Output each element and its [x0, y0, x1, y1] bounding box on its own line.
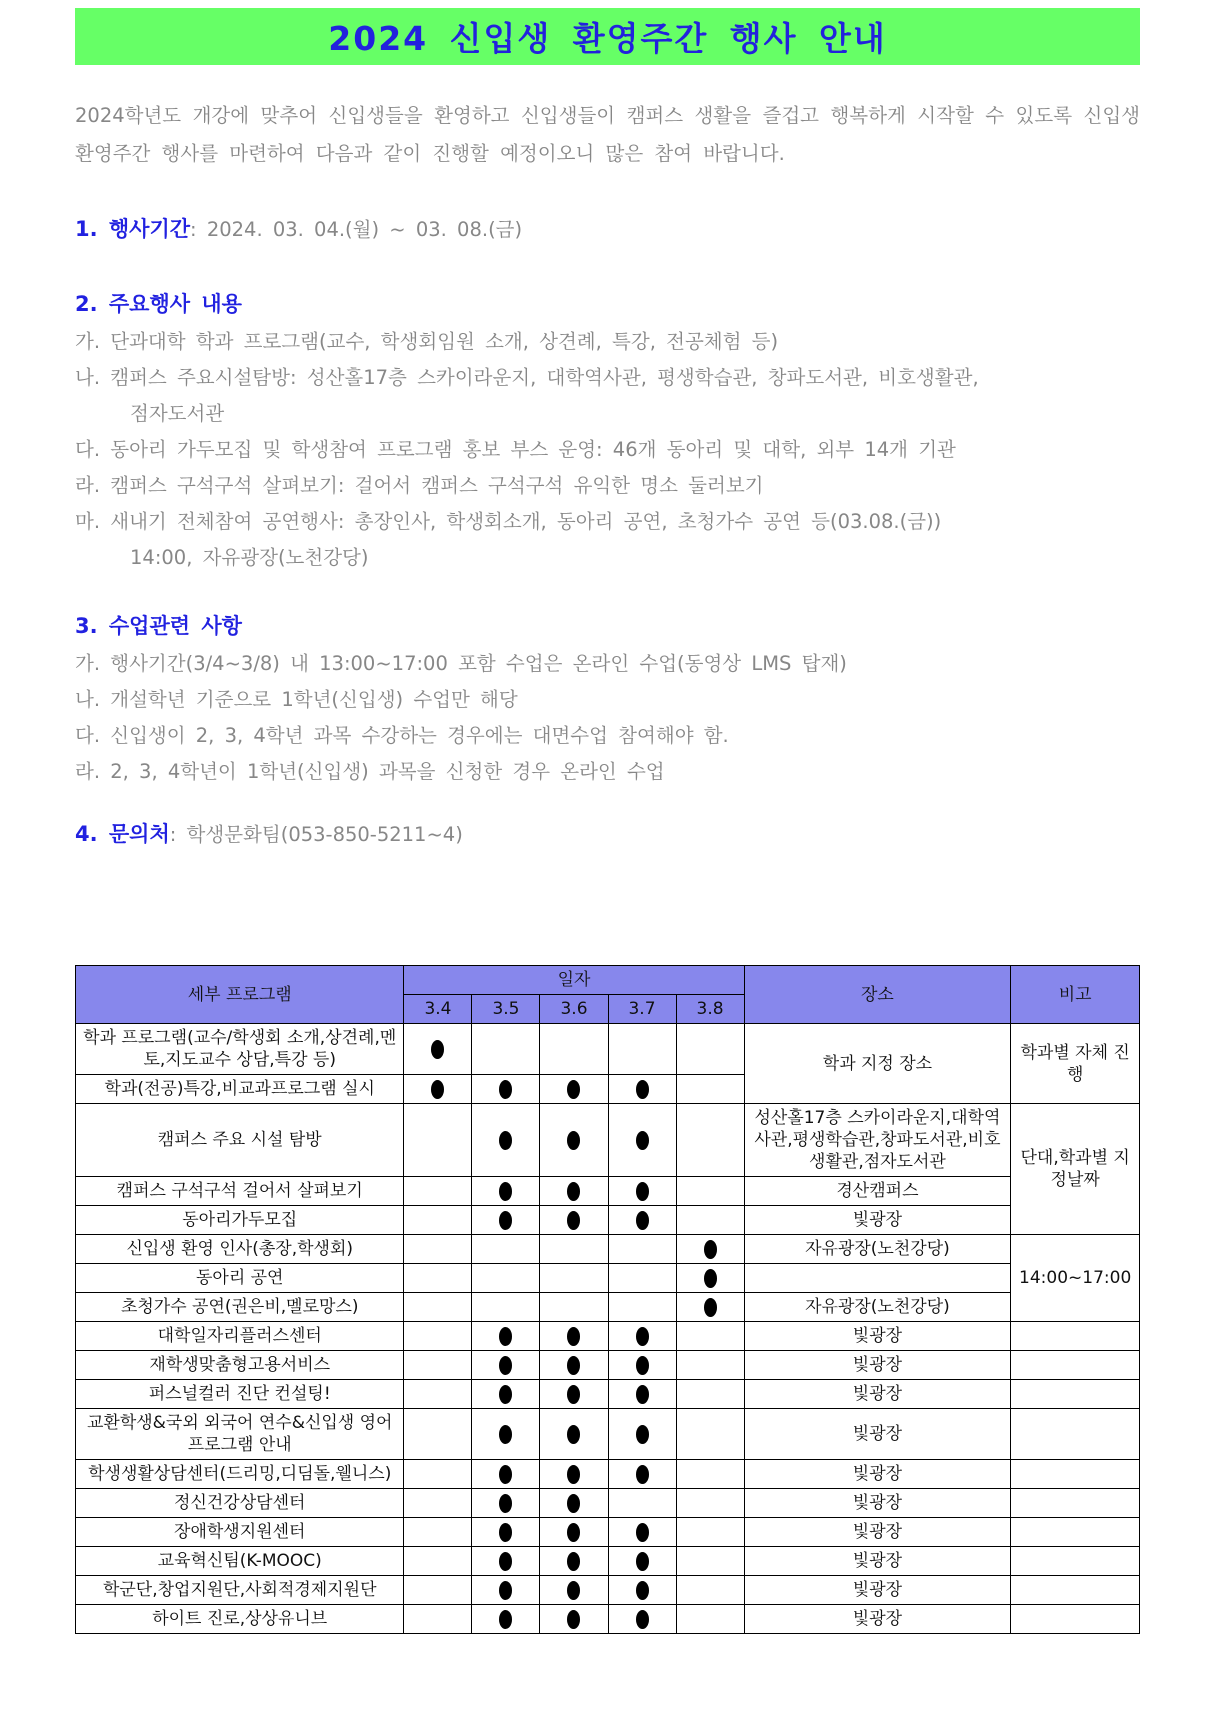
date-cell — [540, 1460, 608, 1489]
date-cell — [608, 1605, 676, 1634]
date-cell — [608, 1380, 676, 1409]
date-cell — [404, 1075, 472, 1104]
date-cell — [540, 1264, 608, 1293]
date-cell — [404, 1351, 472, 1380]
dot-mark — [567, 1523, 580, 1542]
date-cell — [540, 1351, 608, 1380]
place-cell: 빛광장 — [744, 1380, 1011, 1409]
note-cell — [1011, 1460, 1140, 1489]
section-item-continuation: 14:00, 자유광장(노천강당) — [130, 546, 369, 569]
place-cell: 성산홀17층 스카이라운지,대학역사관,평생학습관,창파도서관,비호생활관,점자도서관 — [744, 1104, 1011, 1177]
date-cell — [540, 1547, 608, 1576]
program-cell: 정신건강상담센터 — [76, 1489, 404, 1518]
date-cell — [676, 1460, 744, 1489]
section-item: 다. 동아리 가두모집 및 학생참여 프로그램 홍보 부스 운영: 46개 동아리 및 대학, 외부 14개 기관 — [75, 438, 956, 461]
section-heading-label: 2. 주요행사 내용 — [75, 292, 242, 316]
date-cell — [404, 1206, 472, 1235]
program-cell: 학과(전공)특강,비교과프로그램 실시 — [76, 1075, 404, 1104]
section-heading-value: : 학생문화팀(053-850-5211~4) — [169, 823, 463, 846]
date-cell — [472, 1460, 540, 1489]
schedule-table — [75, 965, 1140, 1634]
date-cell — [472, 1605, 540, 1634]
date-cell — [676, 1605, 744, 1634]
place-cell: 경산캠퍼스 — [744, 1177, 1011, 1206]
date-cell — [676, 1104, 744, 1177]
note-cell — [1011, 1518, 1140, 1547]
date-cell — [608, 1293, 676, 1322]
schedule-table-body — [76, 1024, 1140, 1634]
dot-mark — [499, 1465, 512, 1484]
date-cell — [608, 1547, 676, 1576]
table-row — [76, 1264, 1140, 1293]
page-title: 2024 신입생 환영주간 행사 안내 — [328, 19, 887, 58]
table-header-date: 3.7 — [608, 995, 676, 1024]
date-cell — [472, 1264, 540, 1293]
date-cell — [404, 1322, 472, 1351]
date-cell — [676, 1489, 744, 1518]
date-cell — [676, 1177, 744, 1206]
note-cell — [1011, 1605, 1140, 1634]
table-header-date: 3.6 — [540, 995, 608, 1024]
dot-mark — [499, 1211, 512, 1230]
date-cell — [540, 1409, 608, 1460]
date-cell — [540, 1518, 608, 1547]
date-cell — [404, 1264, 472, 1293]
table-row — [76, 1605, 1140, 1634]
table-header-date: 3.4 — [404, 995, 472, 1024]
table-row — [76, 1104, 1140, 1177]
table-row — [76, 1409, 1140, 1460]
section-item: 라. 2, 3, 4학년이 1학년(신입생) 과목을 신청한 경우 온라인 수업 — [75, 760, 665, 783]
date-cell — [404, 1489, 472, 1518]
note-cell — [1011, 1547, 1140, 1576]
date-cell — [608, 1264, 676, 1293]
dot-mark — [567, 1425, 580, 1444]
date-cell — [676, 1235, 744, 1264]
place-cell: 빛광장 — [744, 1547, 1011, 1576]
place-cell — [744, 1264, 1011, 1293]
title-banner — [75, 8, 1140, 65]
date-cell — [608, 1206, 676, 1235]
section-heading-label: 1. 행사기간 — [75, 217, 191, 241]
date-cell — [540, 1322, 608, 1351]
dot-mark — [567, 1182, 580, 1201]
date-cell — [608, 1576, 676, 1605]
date-cell — [540, 1293, 608, 1322]
dot-mark — [499, 1523, 512, 1542]
place-cell: 자유광장(노천강당) — [744, 1293, 1011, 1322]
dot-mark — [499, 1494, 512, 1513]
program-cell: 캠퍼스 주요 시설 탐방 — [76, 1104, 404, 1177]
date-cell — [540, 1380, 608, 1409]
dot-mark — [636, 1523, 649, 1542]
schedule-table-header — [76, 966, 1140, 1024]
note-cell — [1011, 1322, 1140, 1351]
place-cell: 빛광장 — [744, 1576, 1011, 1605]
date-cell — [472, 1206, 540, 1235]
date-cell — [472, 1075, 540, 1104]
date-cell — [608, 1177, 676, 1206]
date-cell — [540, 1235, 608, 1264]
date-cell — [404, 1547, 472, 1576]
dot-mark — [567, 1211, 580, 1230]
date-cell — [404, 1576, 472, 1605]
table-row — [76, 1024, 1140, 1075]
section-item: 다. 신입생이 2, 3, 4학년 과목 수강하는 경우에는 대면수업 참여해야 함. — [75, 724, 729, 747]
section-items — [75, 324, 1140, 576]
dot-mark — [567, 1385, 580, 1404]
date-cell — [540, 1576, 608, 1605]
section-items — [75, 646, 1140, 790]
date-cell — [540, 1024, 608, 1075]
dot-mark — [499, 1356, 512, 1375]
program-cell: 학생생활상담센터(드리밍,디딤돌,웰니스) — [76, 1460, 404, 1489]
section-heading — [75, 612, 1140, 640]
date-cell — [540, 1206, 608, 1235]
place-cell: 빛광장 — [744, 1605, 1011, 1634]
section-heading-label: 4. 문의처 — [75, 822, 170, 846]
program-cell: 재학생맞춤형고용서비스 — [76, 1351, 404, 1380]
section-item: 나. 캠퍼스 주요시설탐방: 성산홀17층 스카이라운지, 대학역사관, 평생학습관, 창파도서관, 비호생활관, — [75, 366, 979, 389]
dot-mark — [567, 1327, 580, 1346]
intro-paragraph: 2024학년도 개강에 맞추어 신입생들을 환영하고 신입생들이 캠퍼스 생활을 즐겁고 행복하게 시작할 수 있도록 신입생 환영주간 행사를 마련하여 다음과 같이 진행할 예정이오니 많은 참여 바랍니다. — [75, 104, 1140, 165]
date-cell — [676, 1075, 744, 1104]
date-cell — [676, 1024, 744, 1075]
date-cell — [608, 1351, 676, 1380]
dot-mark — [636, 1327, 649, 1346]
dot-mark — [636, 1356, 649, 1375]
place-cell: 빛광장 — [744, 1460, 1011, 1489]
section-item: 마. 새내기 전체참여 공연행사: 총장인사, 학생회소개, 동아리 공연, 초청가수 공연 등(03.08.(금)) — [75, 510, 942, 533]
table-row — [76, 1547, 1140, 1576]
program-cell: 교환학생&국외 외국어 연수&신입생 영어 프로그램 안내 — [76, 1409, 404, 1460]
dot-mark — [636, 1182, 649, 1201]
dot-mark — [499, 1610, 512, 1629]
date-cell — [608, 1409, 676, 1460]
date-cell — [404, 1235, 472, 1264]
dot-mark — [567, 1080, 580, 1099]
place-cell: 빛광장 — [744, 1518, 1011, 1547]
date-cell — [472, 1518, 540, 1547]
dot-mark — [499, 1581, 512, 1600]
section-item-continuation: 점자도서관 — [130, 402, 225, 425]
place-cell: 자유광장(노천강당) — [744, 1235, 1011, 1264]
dot-mark — [567, 1131, 580, 1150]
table-header-row-1 — [76, 966, 1140, 995]
place-cell: 빛광장 — [744, 1489, 1011, 1518]
date-cell — [608, 1322, 676, 1351]
place-cell: 빛광장 — [744, 1351, 1011, 1380]
program-cell: 초청가수 공연(권은비,멜로망스) — [76, 1293, 404, 1322]
program-cell: 동아리 공연 — [76, 1264, 404, 1293]
date-cell — [608, 1235, 676, 1264]
dot-mark — [567, 1610, 580, 1629]
dot-mark — [704, 1269, 717, 1288]
date-cell — [676, 1293, 744, 1322]
table-row — [76, 1576, 1140, 1605]
dot-mark — [499, 1182, 512, 1201]
date-cell — [404, 1177, 472, 1206]
date-cell — [472, 1351, 540, 1380]
section-3 — [75, 612, 1140, 790]
note-cell: 14:00~17:00 — [1011, 1235, 1140, 1322]
program-cell: 하이트 진로,상상유니브 — [76, 1605, 404, 1634]
table-header-date: 3.8 — [676, 995, 744, 1024]
date-cell — [472, 1024, 540, 1075]
dot-mark — [499, 1385, 512, 1404]
date-cell — [540, 1489, 608, 1518]
table-header-date: 3.5 — [472, 995, 540, 1024]
table-header-program: 세부 프로그램 — [76, 966, 404, 1024]
table-row — [76, 1489, 1140, 1518]
program-cell: 장애학생지원센터 — [76, 1518, 404, 1547]
date-cell — [472, 1576, 540, 1605]
dot-mark — [636, 1385, 649, 1404]
note-cell — [1011, 1409, 1140, 1460]
place-cell: 빛광장 — [744, 1206, 1011, 1235]
date-cell — [540, 1177, 608, 1206]
date-cell — [472, 1177, 540, 1206]
date-cell — [472, 1547, 540, 1576]
dot-mark — [499, 1131, 512, 1150]
dot-mark — [704, 1298, 717, 1317]
date-cell — [404, 1460, 472, 1489]
section-item: 가. 단과대학 학과 프로그램(교수, 학생회임원 소개, 상견례, 특강, 전공체험 등) — [75, 330, 779, 353]
dot-mark — [567, 1356, 580, 1375]
dot-mark — [636, 1465, 649, 1484]
section-heading — [75, 290, 1140, 318]
dot-mark — [636, 1425, 649, 1444]
date-cell — [608, 1104, 676, 1177]
program-cell: 신입생 환영 인사(총장,학생회) — [76, 1235, 404, 1264]
date-cell — [608, 1024, 676, 1075]
place-cell: 학과 지정 장소 — [744, 1024, 1011, 1104]
section-heading — [75, 820, 1140, 849]
table-row — [76, 1518, 1140, 1547]
sections-container — [75, 215, 1140, 849]
section-4 — [75, 820, 1140, 849]
place-cell: 빛광장 — [744, 1409, 1011, 1460]
date-cell — [404, 1518, 472, 1547]
table-row — [76, 1177, 1140, 1206]
section-heading-value: : 2024. 03. 04.(월) ~ 03. 08.(금) — [190, 218, 523, 241]
table-row — [76, 1293, 1140, 1322]
place-cell: 빛광장 — [744, 1322, 1011, 1351]
dot-mark — [636, 1211, 649, 1230]
date-cell — [472, 1380, 540, 1409]
date-cell — [676, 1518, 744, 1547]
date-cell — [608, 1489, 676, 1518]
dot-mark — [636, 1552, 649, 1571]
section-item: 나. 개설학년 기준으로 1학년(신입생) 수업만 해당 — [75, 688, 518, 711]
date-cell — [676, 1206, 744, 1235]
section-item: 라. 캠퍼스 구석구석 살펴보기: 걸어서 캠퍼스 구석구석 유익한 명소 둘러보기 — [75, 474, 764, 497]
date-cell — [540, 1075, 608, 1104]
date-cell — [676, 1409, 744, 1460]
date-cell — [404, 1380, 472, 1409]
dot-mark — [499, 1552, 512, 1571]
dot-mark — [431, 1080, 444, 1099]
table-header-date-group: 일자 — [404, 966, 744, 995]
dot-mark — [431, 1040, 444, 1059]
dot-mark — [567, 1552, 580, 1571]
note-cell — [1011, 1351, 1140, 1380]
section-2 — [75, 290, 1140, 576]
date-cell — [404, 1024, 472, 1075]
note-cell: 단대,학과별 지정날짜 — [1011, 1104, 1140, 1235]
date-cell — [472, 1409, 540, 1460]
date-cell — [676, 1380, 744, 1409]
table-header-place: 장소 — [744, 966, 1011, 1024]
note-cell: 학과별 자체 진행 — [1011, 1024, 1140, 1104]
dot-mark — [499, 1327, 512, 1346]
dot-mark — [567, 1581, 580, 1600]
date-cell — [404, 1605, 472, 1634]
program-cell: 캠퍼스 구석구석 걸어서 살펴보기 — [76, 1177, 404, 1206]
table-row — [76, 1322, 1140, 1351]
note-cell — [1011, 1576, 1140, 1605]
date-cell — [540, 1605, 608, 1634]
date-cell — [608, 1460, 676, 1489]
date-cell — [608, 1075, 676, 1104]
dot-mark — [704, 1240, 717, 1259]
date-cell — [472, 1235, 540, 1264]
table-row — [76, 1380, 1140, 1409]
note-cell — [1011, 1489, 1140, 1518]
date-cell — [472, 1489, 540, 1518]
dot-mark — [499, 1080, 512, 1099]
program-cell: 학군단,창업지원단,사회적경제지원단 — [76, 1576, 404, 1605]
dot-mark — [567, 1465, 580, 1484]
program-cell: 학과 프로그램(교수/학생회 소개,상견례,멘토,지도교수 상담,특강 등) — [76, 1024, 404, 1075]
section-heading — [75, 215, 1140, 244]
date-cell — [540, 1104, 608, 1177]
date-cell — [472, 1104, 540, 1177]
section-heading-label: 3. 수업관련 사항 — [75, 614, 242, 638]
table-row — [76, 1460, 1140, 1489]
program-cell: 퍼스널컬러 진단 컨설팅! — [76, 1380, 404, 1409]
date-cell — [608, 1518, 676, 1547]
dot-mark — [499, 1425, 512, 1444]
date-cell — [676, 1547, 744, 1576]
table-header-note: 비고 — [1011, 966, 1140, 1024]
table-row — [76, 1235, 1140, 1264]
date-cell — [472, 1293, 540, 1322]
date-cell — [404, 1409, 472, 1460]
dot-mark — [636, 1080, 649, 1099]
program-cell: 교육혁신팀(K-MOOC) — [76, 1547, 404, 1576]
note-cell — [1011, 1380, 1140, 1409]
date-cell — [404, 1293, 472, 1322]
date-cell — [472, 1322, 540, 1351]
section-1 — [75, 215, 1140, 244]
date-cell — [676, 1351, 744, 1380]
date-cell — [676, 1264, 744, 1293]
program-cell: 동아리가두모집 — [76, 1206, 404, 1235]
section-item: 가. 행사기간(3/4~3/8) 내 13:00~17:00 포함 수업은 온라인 수업(동영상 LMS 탑재) — [75, 652, 847, 675]
date-cell — [404, 1104, 472, 1177]
dot-mark — [636, 1131, 649, 1150]
dot-mark — [636, 1610, 649, 1629]
program-cell: 대학일자리플러스센터 — [76, 1322, 404, 1351]
table-row — [76, 1206, 1140, 1235]
table-row — [76, 1351, 1140, 1380]
dot-mark — [636, 1581, 649, 1600]
date-cell — [676, 1322, 744, 1351]
date-cell — [676, 1576, 744, 1605]
dot-mark — [567, 1494, 580, 1513]
